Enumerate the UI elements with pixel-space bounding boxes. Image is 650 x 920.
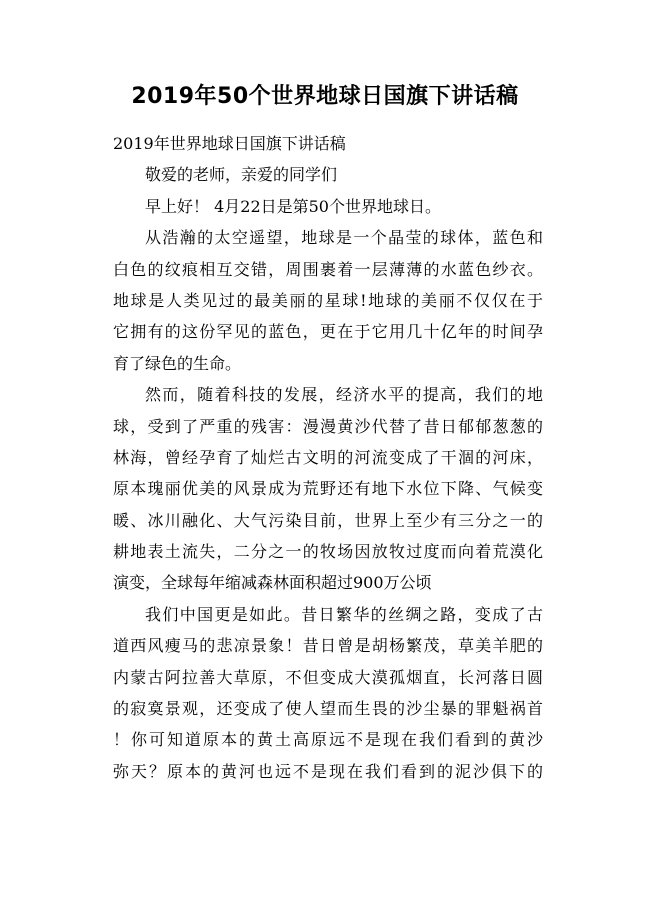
paragraph-line: 的寂寞景观，还变成了使人望而生畏的沙尘暴的罪魁祸首	[113, 699, 543, 719]
paragraph-line: 球，受到了严重的残害：漫漫黄沙代替了昔日郁郁葱葱的	[113, 416, 543, 436]
paragraph-line: 从浩瀚的太空遥望，地球是一个晶莹的球体，蓝色和	[145, 228, 543, 248]
paragraph-line: 弥天？原本的黄河也远不是现在我们看到的泥沙俱下的	[113, 761, 543, 781]
document-body	[113, 128, 543, 787]
paragraph-line: 原本瑰丽优美的风景成为荒野还有地下水位下降、气候变	[113, 479, 543, 499]
paragraph-line: 演变，全球每年缩减森林面积超过900万公顷	[113, 573, 432, 593]
paragraph-line: 暖、冰川融化、大气污染目前，世界上至少有三分之一的	[113, 510, 543, 530]
salutation-line: 敬爱的老师，亲爱的同学们	[145, 165, 338, 185]
paragraph-line: 它拥有的这份罕见的蓝色，更在于它用几十亿年的时间孕	[113, 322, 543, 342]
paragraph-line: 内蒙古阿拉善大草原，不但变成大漠孤烟直，长河落日圆	[113, 667, 543, 687]
subtitle-line: 2019年世界地球日国旗下讲话稿	[113, 134, 346, 153]
paragraph-line: 地球是人类见过的最美丽的星球!地球的美丽不仅仅在于	[113, 290, 543, 310]
greeting-line: 早上好！ 4月22日是第50个世界地球日。	[145, 196, 441, 216]
paragraph-line: 白色的纹痕相互交错，周围裹着一层薄薄的水蓝色纱衣。	[113, 259, 543, 279]
document-title: 2019年50个世界地球日国旗下讲话稿	[131, 84, 519, 109]
paragraph-line: 育了绿色的生命。	[113, 353, 242, 373]
paragraph-line: 林海，曾经孕育了灿烂古文明的河流变成了干涸的河床，	[113, 447, 543, 467]
paragraph-line: 然而，随着科技的发展，经济水平的提高，我们的地	[145, 385, 543, 405]
paragraph-line: ！你可知道原本的黄土高原远不是现在我们看到的黄沙	[113, 730, 543, 750]
paragraph-line: 我们中国更是如此。昔日繁华的丝绸之路，变成了古	[145, 604, 543, 624]
paragraph-line: 耕地表土流失，二分之一的牧场因放牧过度而向着荒漠化	[113, 542, 543, 562]
paragraph-line: 道西风瘦马的悲凉景象！昔日曾是胡杨繁茂，草美羊肥的	[113, 636, 543, 656]
